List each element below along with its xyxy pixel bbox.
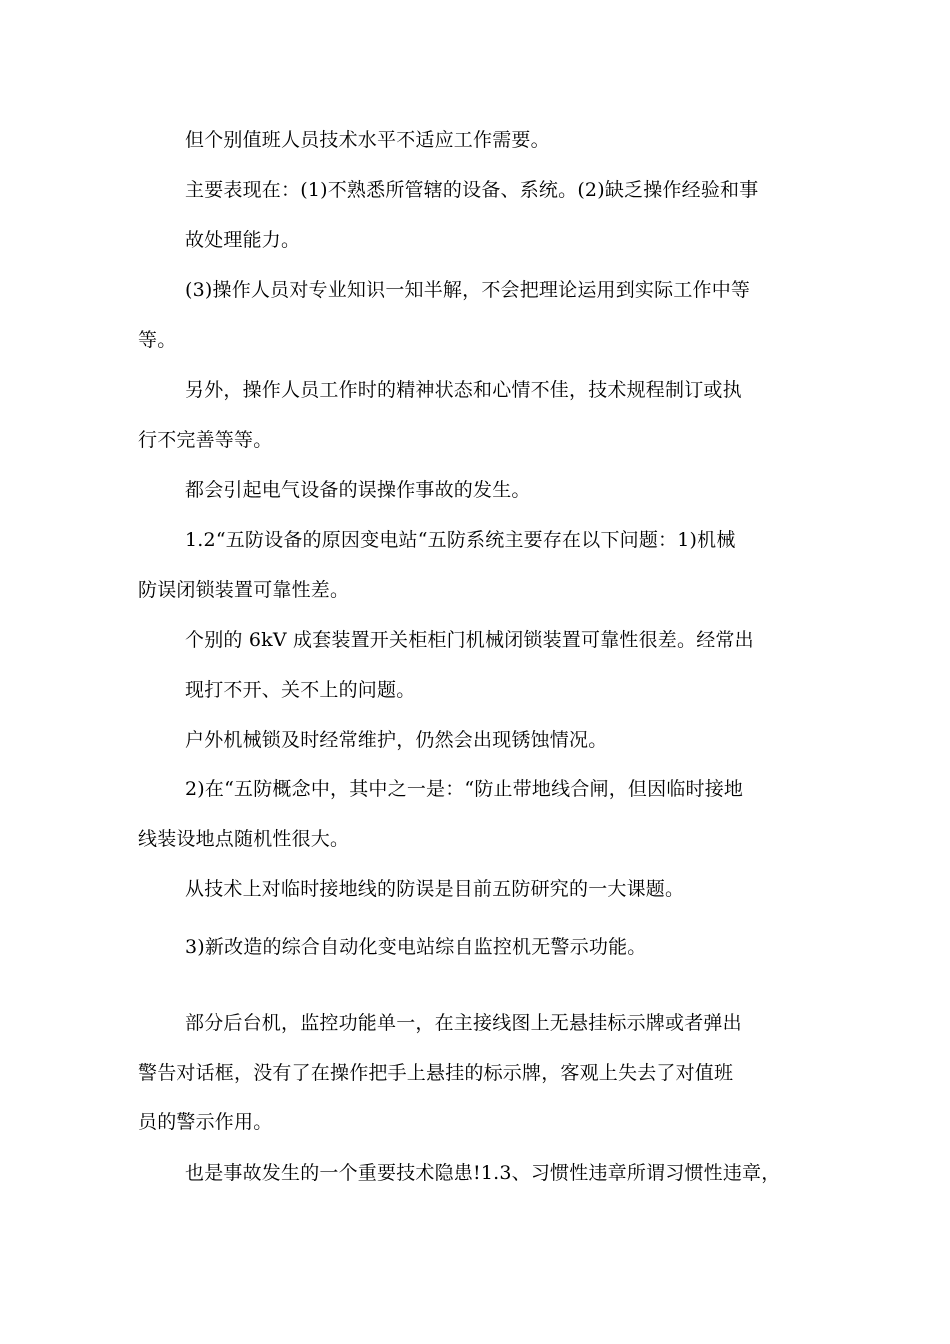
text-line: 防误闭锁装置可靠性差。 <box>138 579 350 601</box>
text-line: 但个别值班人员技术水平不适应工作需要。 <box>185 129 550 151</box>
text-line: 主要表现在：(1)不熟悉所管辖的设备、系统。(2)缺乏操作经验和事 <box>185 179 759 201</box>
text-line: 故处理能力。 <box>185 229 301 251</box>
text-line: 线装设地点随机性很大。 <box>138 828 350 850</box>
text-line: 也是事故发生的一个重要技术隐患!1.3、习惯性违章所谓习惯性违章， <box>185 1162 781 1184</box>
text-line: 从技术上对临时接地线的防误是目前五防研究的一大课题。 <box>185 878 685 900</box>
text-line: 现打不开、关不上的问题。 <box>185 679 416 701</box>
text-line: 户外机械锁及时经常维护，仍然会出现锈蚀情况。 <box>185 729 608 751</box>
text-line: (3)操作人员对专业知识一知半解，不会把理论运用到实际工作中等 <box>185 279 751 301</box>
text-line: 2)在“五防概念中，其中之一是：“防止带地线合闸，但因临时接地 <box>185 778 744 800</box>
text-line: 另外，操作人员工作时的精神状态和心情不佳，技术规程制订或执 <box>185 379 742 401</box>
text-line: 个别的 6kV 成套装置开关柜柜门机械闭锁装置可靠性很差。经常出 <box>185 629 754 651</box>
text-line: 1.2“五防设备的原因变电站“五防系统主要存在以下问题：1)机械 <box>185 529 736 551</box>
text-line: 部分后台机，监控功能单一，在主接线图上无悬挂标示牌或者弹出 <box>185 1012 742 1034</box>
text-line: 员的警示作用。 <box>138 1111 273 1133</box>
text-line: 3)新改造的综合自动化变电站综自监控机无警示功能。 <box>185 936 647 958</box>
text-line: 警告对话框，没有了在操作把手上悬挂的标示牌，客观上失去了对值班 <box>138 1062 734 1084</box>
text-line: 行不完善等等。 <box>138 429 273 451</box>
text-line: 等。 <box>138 329 177 351</box>
text-line: 都会引起电气设备的误操作事故的发生。 <box>185 479 531 501</box>
